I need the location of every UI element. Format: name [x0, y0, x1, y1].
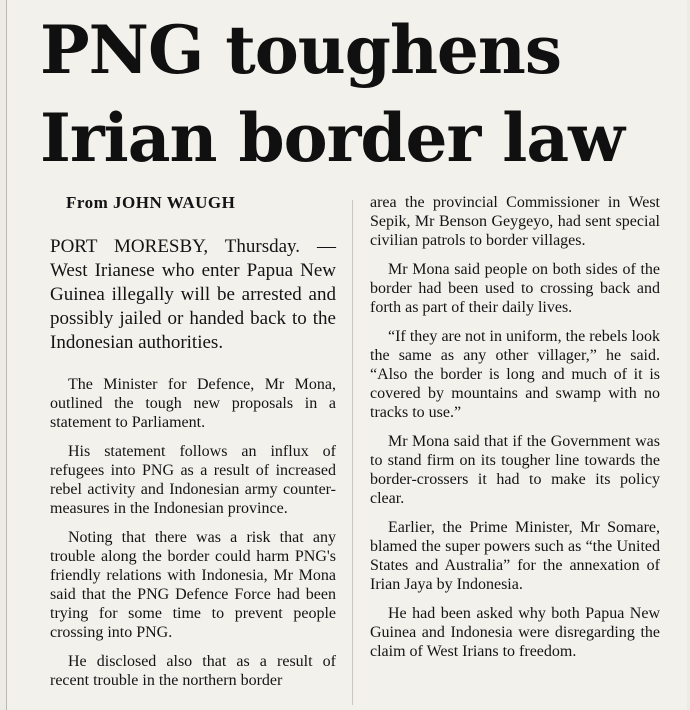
- paragraph: area the provincial Commissioner in West Sepik, Mr Benson Geygeyo, had sent special civilian patrols to border villages.: [370, 194, 660, 249]
- byline: From JOHN WAUGH: [66, 193, 236, 212]
- paragraph: Mr Mona said that if the Government was to stand firm on its tougher line towards the border-crossers it had to make its policy clear.: [370, 433, 660, 507]
- paragraph: Mr Mona said people on both sides of the border had been used to crossing back and forth as part of their daily lives.: [370, 261, 660, 316]
- paragraph: Earlier, the Prime Minister, Mr Somare, blamed the super powers such as “the United States and Australia” for the annexation of Irian Jaya by Indonesia.: [370, 519, 660, 593]
- headline: [40, 6, 660, 182]
- paragraph: He had been asked why both Papua New Guinea and Indonesia were disregarding the claim of West Irians to freedom.: [370, 605, 660, 660]
- article-column-2: [370, 193, 660, 671]
- paragraph: He disclosed also that as a result of recent trouble in the northern border: [50, 653, 336, 689]
- paragraph: His statement follows an influx of refugees into PNG as a result of increased rebel activity and Indonesian army counter-measures in the Indonesian province.: [50, 443, 336, 517]
- paragraph: “If they are not in uniform, the rebels look the same as any other villager,” he said. “Also the border is long and much of it is covered by mountains and swamp with no tracks to use.”: [370, 328, 660, 421]
- headline-line-2: Irian border law: [40, 99, 624, 177]
- column-divider: [352, 200, 353, 705]
- paragraph: The Minister for Defence, Mr Mona, outlined the tough new proposals in a statement to Parliament.: [50, 376, 336, 431]
- headline-line-1: PNG toughens: [40, 11, 562, 89]
- lead-paragraph: PORT MORESBY, Thursday. —West Irianese who enter Papua New Guinea illegally will be arrested and possibly jailed or handed back to the Indonesian authorities.: [50, 236, 336, 353]
- paragraph: Noting that there was a risk that any trouble along the border could harm PNG's friendly relations with Indonesia, Mr Mona said that the PNG Defence Force had been trying for some time to prevent people crossing into PNG.: [50, 529, 336, 641]
- article-column-1: [50, 235, 336, 700]
